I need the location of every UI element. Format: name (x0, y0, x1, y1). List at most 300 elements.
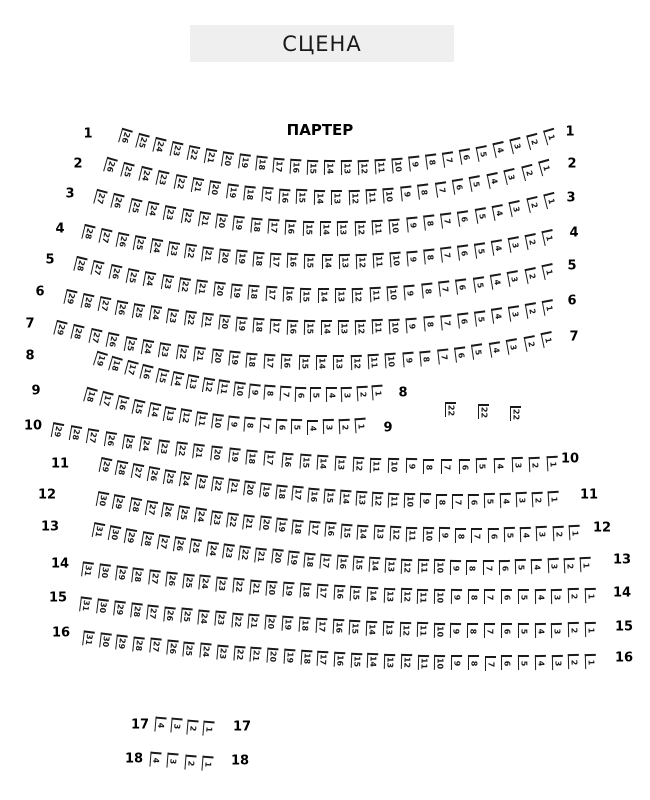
seat-r9-5[interactable] (291, 419, 302, 434)
seat-r12-3[interactable] (536, 526, 548, 541)
seat-r6-10[interactable] (389, 318, 401, 334)
seat-r1-5[interactable] (476, 145, 490, 162)
seat-r9-4[interactable] (307, 419, 318, 434)
seat-r3-3[interactable] (509, 200, 523, 217)
seat-r12-19[interactable] (275, 518, 287, 534)
seat-r12-24[interactable] (194, 508, 207, 524)
seat-r1-2[interactable] (526, 133, 541, 150)
seat-r12-7[interactable] (471, 528, 482, 543)
seat-r5-10[interactable] (387, 286, 399, 302)
seat-r9-22[interactable] (478, 404, 489, 419)
seat-r15-16[interactable] (332, 619, 344, 635)
seat-r14-30[interactable] (98, 564, 111, 580)
seat-r10-6[interactable] (459, 459, 470, 474)
seat-r12-6[interactable] (488, 528, 499, 543)
seat-r10-22[interactable] (175, 442, 188, 458)
seat-r4-20[interactable] (219, 248, 232, 264)
seat-r15-2[interactable] (568, 622, 579, 637)
seat-r16-12[interactable] (401, 654, 412, 669)
seat-r9-6[interactable] (275, 419, 287, 434)
seat-r1-4[interactable] (493, 141, 507, 158)
seat-r3-8[interactable] (423, 215, 436, 231)
seat-r2-18[interactable] (243, 185, 256, 201)
seat-r3-18[interactable] (250, 217, 262, 233)
seat-r7-25[interactable] (123, 336, 137, 353)
seat-r14-13[interactable] (384, 587, 396, 602)
seat-r8-16[interactable] (140, 364, 154, 381)
seat-r15-12[interactable] (400, 622, 411, 637)
seat-r7-8[interactable] (420, 350, 432, 366)
seat-r15-18[interactable] (298, 617, 310, 633)
seat-r4-10[interactable] (389, 252, 401, 268)
seat-r12-22[interactable] (226, 512, 239, 528)
seat-r10-27[interactable] (86, 428, 99, 445)
seat-r11-26[interactable] (147, 466, 160, 483)
seat-r5-19[interactable] (230, 283, 242, 299)
seat-r3-10[interactable] (389, 218, 401, 234)
seat-r8-2[interactable] (356, 386, 368, 402)
seat-r1-19[interactable] (238, 153, 251, 169)
seat-r9-15[interactable] (131, 399, 145, 416)
seat-r7-11[interactable] (368, 354, 380, 369)
seat-r6-24[interactable] (149, 306, 162, 323)
seat-r4-22[interactable] (184, 244, 197, 260)
seat-r16-26[interactable] (166, 640, 178, 656)
seat-r14-4[interactable] (535, 589, 546, 604)
seat-r12-2[interactable] (552, 526, 564, 541)
seat-r13-18[interactable] (303, 552, 315, 568)
seat-r3-4[interactable] (492, 204, 506, 221)
seat-r11-3[interactable] (516, 492, 528, 507)
seat-r4-4[interactable] (491, 239, 504, 256)
seat-r17-1[interactable] (202, 721, 214, 737)
seat-r8-17[interactable] (124, 360, 139, 377)
seat-r14-3[interactable] (551, 589, 562, 604)
seat-r15-30[interactable] (96, 598, 109, 614)
seat-r4-18[interactable] (253, 251, 265, 267)
seat-r6-19[interactable] (235, 316, 247, 332)
seat-r15-23[interactable] (214, 611, 226, 627)
seat-r3-15[interactable] (302, 221, 313, 236)
seat-r8-14[interactable] (171, 371, 185, 388)
seat-r14-2[interactable] (568, 588, 579, 603)
seat-r2-21[interactable] (191, 177, 204, 194)
seat-r6-16[interactable] (287, 319, 299, 334)
seat-r7-13[interactable] (333, 355, 344, 370)
seat-r12-21[interactable] (243, 514, 256, 530)
seat-r1-24[interactable] (152, 137, 166, 154)
seat-r14-6[interactable] (501, 589, 512, 604)
seat-r12-29[interactable] (112, 494, 126, 511)
seat-r12-20[interactable] (259, 516, 272, 532)
seat-r1-17[interactable] (272, 157, 284, 173)
seat-r8-6[interactable] (295, 386, 306, 401)
seat-r11-10[interactable] (404, 493, 415, 508)
seat-r16-16[interactable] (334, 652, 346, 667)
seat-r15-25[interactable] (180, 608, 192, 624)
seat-r1-25[interactable] (135, 133, 150, 150)
seat-r6-2[interactable] (525, 302, 538, 319)
seat-r7-14[interactable] (316, 355, 327, 370)
seat-r15-6[interactable] (501, 623, 512, 638)
seat-r7-22[interactable] (176, 344, 189, 360)
seat-r15-31[interactable] (79, 596, 92, 612)
seat-r1-1[interactable] (543, 128, 558, 145)
seat-r15-1[interactable] (585, 622, 596, 637)
seat-r15-10[interactable] (433, 623, 444, 638)
seat-r1-9[interactable] (408, 155, 421, 171)
seat-r10-24[interactable] (139, 437, 152, 453)
seat-r14-15[interactable] (350, 586, 362, 601)
seat-r7-4[interactable] (489, 341, 502, 358)
seat-r12-11[interactable] (406, 527, 417, 542)
seat-r13-14[interactable] (369, 557, 381, 573)
seat-r12-9[interactable] (439, 527, 450, 542)
seat-r10-21[interactable] (193, 444, 206, 460)
seat-r7-18[interactable] (246, 352, 258, 368)
seat-r13-12[interactable] (401, 558, 413, 573)
seat-r16-18[interactable] (300, 650, 312, 666)
seat-r11-24[interactable] (179, 472, 192, 489)
seat-r10-18[interactable] (246, 449, 258, 465)
seat-r9-7[interactable] (259, 418, 271, 434)
seat-r4-28[interactable] (81, 224, 95, 241)
seat-r18-4[interactable] (149, 752, 161, 768)
seat-r15-29[interactable] (113, 600, 126, 616)
seat-r15-20[interactable] (265, 615, 277, 631)
seat-r12-5[interactable] (504, 527, 515, 542)
seat-r5-17[interactable] (265, 286, 277, 302)
seat-r5-13[interactable] (335, 288, 346, 303)
seat-r13-28[interactable] (141, 531, 154, 548)
seat-r2-3[interactable] (504, 168, 518, 185)
seat-r16-17[interactable] (317, 651, 329, 667)
seat-r10-26[interactable] (104, 431, 117, 448)
seat-r8-8[interactable] (264, 385, 276, 401)
seat-r7-28[interactable] (71, 324, 85, 341)
seat-r10-29[interactable] (51, 422, 65, 439)
seat-r16-29[interactable] (116, 634, 129, 650)
seat-r14-8[interactable] (468, 589, 479, 604)
seat-r15-4[interactable] (534, 623, 545, 638)
seat-r13-22[interactable] (238, 545, 251, 561)
seat-r10-4[interactable] (494, 458, 505, 473)
seat-r2-4[interactable] (486, 172, 500, 189)
seat-r3-26[interactable] (111, 193, 125, 210)
seat-r7-20[interactable] (211, 349, 224, 365)
seat-r16-10[interactable] (434, 655, 445, 670)
seat-r11-14[interactable] (340, 490, 352, 506)
seat-r15-21[interactable] (248, 614, 260, 630)
seat-r11-8[interactable] (436, 494, 447, 509)
seat-r11-1[interactable] (548, 491, 560, 507)
seat-r6-17[interactable] (269, 318, 281, 334)
seat-r14-9[interactable] (451, 589, 462, 604)
seat-r2-2[interactable] (521, 164, 535, 181)
seat-r5-16[interactable] (283, 287, 295, 302)
seat-r15-24[interactable] (197, 609, 209, 625)
seat-r7-12[interactable] (350, 355, 361, 370)
seat-r10-25[interactable] (122, 434, 135, 450)
seat-r3-22[interactable] (180, 208, 193, 225)
seat-r1-23[interactable] (170, 141, 184, 158)
seat-r17-4[interactable] (154, 717, 166, 733)
seat-r16-1[interactable] (585, 654, 596, 669)
seat-r1-21[interactable] (204, 148, 217, 165)
seat-r1-11[interactable] (375, 158, 387, 174)
seat-r11-25[interactable] (163, 469, 176, 486)
seat-r15-28[interactable] (130, 602, 143, 618)
seat-r10-17[interactable] (264, 451, 276, 467)
seat-r4-5[interactable] (474, 242, 487, 258)
seat-r3-25[interactable] (128, 198, 142, 215)
seat-r13-9[interactable] (450, 560, 461, 575)
seat-r6-4[interactable] (491, 308, 504, 324)
seat-r15-3[interactable] (551, 623, 562, 638)
seat-r13-11[interactable] (417, 559, 428, 574)
seat-r4-25[interactable] (133, 235, 147, 252)
seat-r7-6[interactable] (454, 346, 467, 362)
seat-r3-21[interactable] (198, 211, 211, 227)
seat-r9-12[interactable] (179, 408, 192, 425)
seat-r14-25[interactable] (182, 573, 194, 589)
seat-r5-20[interactable] (213, 281, 226, 297)
seat-r2-11[interactable] (366, 189, 378, 205)
seat-r13-27[interactable] (157, 534, 170, 551)
seat-r11-13[interactable] (356, 491, 368, 507)
seat-r14-17[interactable] (316, 584, 328, 600)
seat-r10-10[interactable] (388, 458, 399, 473)
seat-r2-19[interactable] (226, 183, 239, 199)
seat-r12-23[interactable] (210, 510, 223, 526)
seat-r4-27[interactable] (99, 228, 113, 245)
seat-r10-3[interactable] (511, 457, 522, 472)
seat-r12-28[interactable] (128, 497, 141, 514)
seat-r6-7[interactable] (440, 314, 452, 330)
seat-r7-19[interactable] (228, 351, 240, 367)
seat-r10-12[interactable] (352, 457, 364, 472)
seat-r13-21[interactable] (255, 547, 268, 563)
seat-r6-8[interactable] (423, 316, 435, 332)
seat-r12-13[interactable] (373, 525, 385, 541)
seat-r3-9[interactable] (406, 217, 418, 233)
seat-r9-22[interactable] (445, 402, 456, 417)
seat-r9-9[interactable] (227, 415, 239, 431)
seat-r5-22[interactable] (178, 277, 191, 293)
seat-r1-18[interactable] (255, 155, 268, 171)
seat-r5-18[interactable] (248, 285, 260, 301)
seat-r14-10[interactable] (434, 589, 445, 604)
seat-r1-14[interactable] (324, 160, 335, 175)
seat-r16-28[interactable] (132, 636, 145, 652)
seat-r10-7[interactable] (441, 459, 452, 474)
seat-r14-14[interactable] (367, 587, 379, 602)
seat-r8-3[interactable] (341, 386, 352, 401)
seat-r7-26[interactable] (106, 332, 120, 349)
seat-r2-16[interactable] (279, 188, 291, 204)
seat-r4-1[interactable] (542, 229, 556, 246)
seat-r1-26[interactable] (118, 128, 133, 145)
seat-r16-27[interactable] (149, 638, 161, 654)
seat-r6-20[interactable] (218, 315, 230, 331)
seat-r13-13[interactable] (385, 558, 397, 573)
seat-r10-28[interactable] (68, 425, 81, 442)
seat-r3-13[interactable] (337, 221, 348, 236)
seat-r11-20[interactable] (243, 481, 256, 497)
seat-r13-26[interactable] (173, 536, 186, 552)
seat-r7-1[interactable] (541, 331, 555, 348)
seat-r9-2[interactable] (339, 419, 351, 434)
seat-r16-19[interactable] (283, 649, 295, 665)
seat-r18-1[interactable] (201, 756, 213, 772)
seat-r2-24[interactable] (138, 166, 152, 183)
seat-r11-19[interactable] (259, 483, 272, 499)
seat-r11-2[interactable] (532, 492, 544, 508)
seat-r4-21[interactable] (201, 246, 214, 262)
seat-r7-9[interactable] (402, 352, 414, 368)
seat-r15-27[interactable] (147, 604, 160, 620)
seat-r13-4[interactable] (531, 559, 542, 574)
seat-r5-28[interactable] (73, 256, 87, 273)
seat-r15-13[interactable] (383, 621, 395, 636)
seat-r15-19[interactable] (282, 616, 294, 632)
seat-r16-7[interactable] (485, 656, 496, 671)
seat-r5-8[interactable] (421, 283, 433, 299)
seat-r7-2[interactable] (523, 335, 537, 352)
seat-r3-20[interactable] (215, 213, 228, 229)
seat-r16-31[interactable] (82, 630, 95, 646)
seat-r10-20[interactable] (210, 446, 223, 462)
seat-r14-24[interactable] (199, 575, 211, 591)
seat-r16-2[interactable] (568, 654, 579, 669)
seat-r4-14[interactable] (322, 254, 333, 269)
seat-r14-31[interactable] (81, 561, 94, 577)
seat-r11-29[interactable] (99, 457, 113, 474)
seat-r11-7[interactable] (452, 494, 463, 509)
seat-r11-23[interactable] (195, 474, 208, 490)
seat-r16-24[interactable] (200, 643, 212, 659)
seat-r11-27[interactable] (131, 463, 145, 480)
seat-r15-7[interactable] (484, 623, 495, 638)
seat-r16-13[interactable] (384, 654, 395, 669)
seat-r6-1[interactable] (542, 299, 556, 316)
seat-r13-1[interactable] (580, 557, 592, 573)
seat-r11-15[interactable] (323, 489, 335, 505)
seat-r6-29[interactable] (63, 289, 77, 306)
seat-r7-27[interactable] (88, 328, 102, 345)
seat-r4-9[interactable] (406, 250, 418, 266)
seat-r13-3[interactable] (547, 558, 559, 573)
seat-r15-11[interactable] (416, 622, 427, 637)
seat-r8-19[interactable] (93, 351, 108, 369)
seat-r14-20[interactable] (266, 581, 278, 597)
seat-r2-7[interactable] (435, 181, 448, 197)
seat-r9-22[interactable] (510, 406, 521, 421)
seat-r6-25[interactable] (132, 303, 145, 320)
seat-r3-23[interactable] (163, 205, 177, 222)
seat-r10-16[interactable] (281, 452, 293, 468)
seat-r1-16[interactable] (290, 158, 302, 174)
seat-r6-12[interactable] (355, 320, 366, 335)
seat-r10-1[interactable] (547, 456, 559, 472)
seat-r10-2[interactable] (529, 457, 541, 472)
seat-r13-20[interactable] (271, 549, 283, 565)
seat-r12-15[interactable] (341, 523, 353, 539)
seat-r3-16[interactable] (285, 220, 297, 236)
seat-r12-26[interactable] (161, 503, 174, 520)
seat-r9-18[interactable] (83, 387, 98, 404)
seat-r5-27[interactable] (91, 260, 105, 277)
seat-r11-28[interactable] (115, 460, 129, 477)
seat-r11-17[interactable] (291, 486, 303, 502)
seat-r2-26[interactable] (103, 157, 118, 174)
seat-r11-16[interactable] (307, 487, 319, 503)
seat-r12-30[interactable] (96, 491, 110, 508)
seat-r8-18[interactable] (108, 355, 123, 372)
seat-r14-29[interactable] (115, 566, 128, 582)
seat-r14-28[interactable] (131, 568, 144, 584)
seat-r6-27[interactable] (98, 296, 112, 313)
seat-r1-8[interactable] (425, 153, 438, 169)
seat-r1-6[interactable] (459, 148, 472, 165)
seat-r14-27[interactable] (148, 570, 161, 586)
seat-r8-9[interactable] (248, 383, 260, 399)
seat-r11-12[interactable] (372, 492, 384, 507)
seat-r16-11[interactable] (418, 655, 429, 670)
seat-r12-12[interactable] (390, 526, 402, 541)
seat-r10-14[interactable] (317, 455, 329, 471)
seat-r7-29[interactable] (53, 320, 67, 337)
seat-r2-5[interactable] (469, 175, 483, 192)
seat-r1-7[interactable] (442, 151, 455, 167)
seat-r6-21[interactable] (201, 313, 214, 329)
seat-r1-3[interactable] (509, 137, 523, 154)
seat-r2-10[interactable] (383, 187, 395, 203)
seat-r4-17[interactable] (270, 252, 282, 268)
seat-r13-19[interactable] (287, 551, 299, 567)
seat-r12-4[interactable] (520, 527, 531, 542)
seat-r14-7[interactable] (484, 589, 495, 604)
seat-r12-27[interactable] (145, 500, 158, 517)
seat-r15-9[interactable] (450, 623, 461, 638)
seat-r2-1[interactable] (538, 159, 553, 176)
seat-r7-10[interactable] (385, 353, 397, 369)
seat-r5-2[interactable] (524, 267, 538, 284)
seat-r9-13[interactable] (163, 406, 177, 423)
seat-r16-8[interactable] (468, 655, 479, 670)
seat-r13-23[interactable] (222, 543, 235, 559)
seat-r2-20[interactable] (208, 180, 221, 196)
seat-r11-11[interactable] (388, 492, 400, 507)
seat-r3-24[interactable] (146, 201, 160, 218)
seat-r11-9[interactable] (420, 493, 431, 508)
seat-r16-5[interactable] (518, 655, 529, 670)
seat-r13-7[interactable] (483, 560, 494, 575)
seat-r9-8[interactable] (243, 417, 255, 433)
seat-r6-9[interactable] (406, 317, 418, 333)
seat-r16-4[interactable] (535, 655, 546, 670)
seat-r7-15[interactable] (298, 355, 309, 370)
seat-r4-15[interactable] (304, 254, 315, 269)
seat-r7-5[interactable] (471, 344, 484, 360)
seat-r7-24[interactable] (141, 339, 154, 356)
seat-r9-10[interactable] (211, 413, 224, 429)
seat-r5-26[interactable] (108, 264, 122, 281)
seat-r14-26[interactable] (165, 572, 178, 588)
seat-r1-10[interactable] (391, 157, 403, 173)
seat-r6-5[interactable] (474, 310, 487, 326)
seat-r2-8[interactable] (417, 184, 430, 200)
